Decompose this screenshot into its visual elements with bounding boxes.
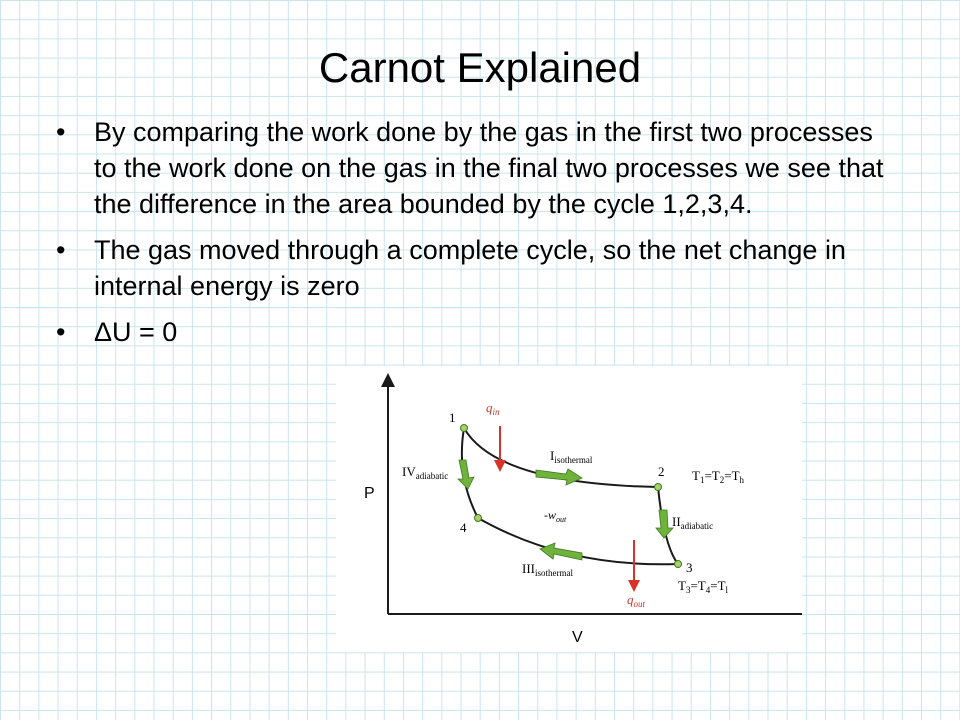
bullet-dot: • [56,317,66,347]
state-point-4 [475,515,482,522]
state-point-2 [655,484,662,491]
temp-hot-label: $T_1=T_2=T_h$ [692,468,745,485]
bullet-item [56,314,886,350]
state-label-1: 1 [449,410,456,425]
pv-diagram-svg [336,366,802,652]
bullet-text: ΔU = 0 [94,317,178,347]
process-label-adiabatic-left: $IV_{adiabatic}$ [402,464,449,481]
w-out-label: $-w_{out}$ [544,508,567,524]
state-label-3: 3 [686,560,693,575]
bullet-item [56,232,886,304]
process-label-isothermal-top: $I_{isothermal}$ [550,448,593,465]
bullet-dot: • [56,117,66,147]
bullet-text: The gas moved through a complete cycle, so the net change in internal energy is zero [94,235,846,301]
state-label-4: 4 [460,520,467,535]
slide-title: Carnot Explained [318,44,642,91]
state-point-1 [461,425,468,432]
q-out-label: $q_{out}$ [627,592,646,609]
bullet-dot: • [56,235,66,265]
green-arrow-icon [540,543,582,560]
process-label-isothermal-bottom: $III_{isothermal}$ [522,561,573,578]
state-point-3 [675,561,682,568]
green-arrow-icon [656,510,673,538]
process-label-adiabatic-right: $II_{adiabatic}$ [672,514,714,531]
p-axis-label: P [364,485,375,502]
green-arrow-icon [458,460,474,489]
bullet-item [56,114,886,222]
state-label-2: 2 [658,464,665,479]
carnot-pv-diagram [336,366,802,652]
bullet-list [56,114,886,360]
v-axis-label: V [572,629,583,646]
q-in-label: $q_{in}$ [486,400,500,417]
green-arrow-icon [536,469,582,485]
temp-cold-label: $T_3=T_4=T_l$ [678,578,729,595]
bullet-text: By comparing the work done by the gas in the first two processes to the work done on the gas in the final two processes we see that the difference in the area bounded by the cycle 1,2,3,4. [94,117,884,219]
